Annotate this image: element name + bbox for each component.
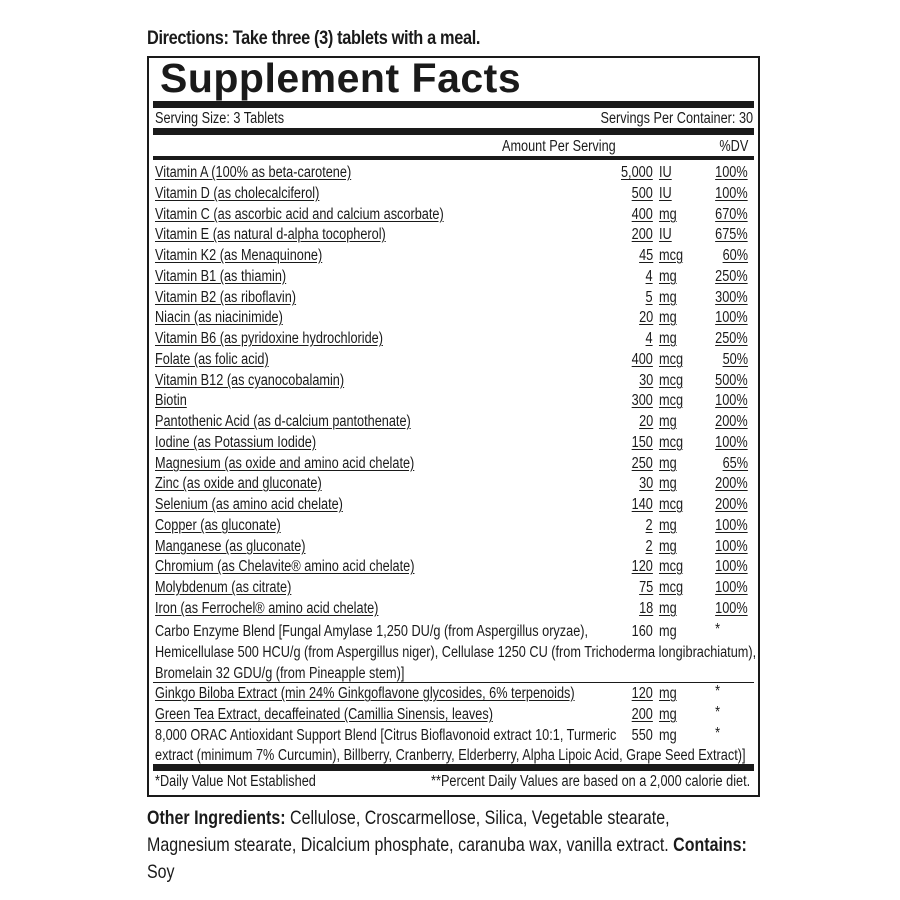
blend-amount: 550 xyxy=(631,727,653,744)
header-rule xyxy=(153,156,754,160)
nutrient-name: Niacin (as niacinimide) xyxy=(155,309,283,326)
nutrient-name: Vitamin E (as natural d-alpha tocopherol) xyxy=(155,226,386,243)
nutrient-unit: mg xyxy=(659,206,677,223)
blend-unit: mg xyxy=(659,727,677,744)
nutrient-amount: 20 xyxy=(638,309,653,326)
other-ingredients-text: Cellulose, Croscarmellose, Silica, Vegetable stearate, Magnesium stearate, Dicalcium phosphate, caranuba wax, vanilla extract. xyxy=(147,807,674,856)
nutrient-amount: 300 xyxy=(631,392,653,409)
nutrient-unit: mg xyxy=(659,475,677,492)
blend-dv: * xyxy=(715,725,720,742)
other-ingredients-label: Other Ingredients: xyxy=(147,807,286,829)
nutrient-dv: 100% xyxy=(715,309,748,326)
label-title: Supplement Facts xyxy=(160,55,522,101)
nutrient-dv: 50% xyxy=(722,351,748,368)
nutrient-amount: 150 xyxy=(631,434,653,451)
footnote-percent-dv: **Percent Daily Values are based on a 2,000 calorie diet. xyxy=(430,773,750,790)
nutrient-amount: 30 xyxy=(638,475,653,492)
nutrient-name: Iron (as Ferrochel® amino acid chelate) xyxy=(155,600,379,617)
nutrient-dv: 200% xyxy=(715,475,748,492)
footnote-daily-value: *Daily Value Not Established xyxy=(155,773,316,790)
nutrient-dv: 60% xyxy=(722,247,748,264)
contains-text: Soy xyxy=(147,861,175,883)
nutrient-name: Biotin xyxy=(155,392,187,409)
footnote-rule xyxy=(153,764,754,771)
nutrient-dv: 100% xyxy=(715,164,748,181)
nutrient-amount: 30 xyxy=(638,372,653,389)
nutrient-unit: mg xyxy=(659,455,677,472)
nutrient-dv: 200% xyxy=(715,496,748,513)
nutrient-amount: 4 xyxy=(645,268,653,285)
contains-label: Contains: xyxy=(673,834,747,856)
nutrient-amount: 45 xyxy=(638,247,653,264)
nutrient-unit: mcg xyxy=(659,558,684,575)
nutrient-amount: 75 xyxy=(638,579,653,596)
nutrient-amount: 2 xyxy=(645,538,653,555)
nutrient-amount: 400 xyxy=(631,351,653,368)
dv-header: %DV xyxy=(719,138,748,155)
nutrient-unit: mcg xyxy=(659,579,684,596)
blend-unit: mg xyxy=(659,623,677,640)
nutrient-name: Vitamin B12 (as cyanocobalamin) xyxy=(155,372,345,389)
nutrient-name: Vitamin C (as ascorbic acid and calcium ascorbate) xyxy=(155,206,444,223)
serving-rule xyxy=(153,128,754,135)
nutrient-amount: 200 xyxy=(631,226,653,243)
blend-dv: * xyxy=(715,621,720,638)
nutrient-amount: 250 xyxy=(631,455,653,472)
title-rule xyxy=(153,101,754,108)
nutrient-name: Vitamin K2 (as Menaquinone) xyxy=(155,247,323,264)
nutrient-amount: 20 xyxy=(638,413,653,430)
nutrient-dv: 100% xyxy=(715,392,748,409)
nutrient-amount: 5 xyxy=(645,289,653,306)
nutrient-name: Vitamin B1 (as thiamin) xyxy=(155,268,287,285)
nutrient-amount: 400 xyxy=(631,206,653,223)
blend-line: Bromelain 32 GDU/g (from Pineapple stem)] xyxy=(155,665,405,682)
nutrient-dv: 200% xyxy=(715,413,748,430)
nutrient-unit: IU xyxy=(659,185,672,202)
nutrient-unit: mcg xyxy=(659,372,684,389)
nutrient-name: Chromium (as Chelavite® amino acid chelate) xyxy=(155,558,415,575)
nutrient-dv: 500% xyxy=(715,372,748,389)
nutrient-name: Manganese (as gluconate) xyxy=(155,538,306,555)
blend-line: extract (minimum 7% Curcumin), Billberry, Cranberry, Elderberry, Alpha Lipoic Acid, Grape Seed Extract)] xyxy=(155,747,746,764)
nutrient-unit: mcg xyxy=(659,434,684,451)
blend-amount: 160 xyxy=(631,623,653,640)
serving-size: Serving Size: 3 Tablets xyxy=(155,110,285,127)
nutrient-unit: mcg xyxy=(659,247,684,264)
nutrient-dv: 300% xyxy=(715,289,748,306)
nutrient-name: Magnesium (as oxide and amino acid chelate) xyxy=(155,455,415,472)
nutrient-amount: 5,000 xyxy=(621,164,653,181)
blend-line: Carbo Enzyme Blend [Fungal Amylase 1,250 DU/g (from Aspergillus oryzae), xyxy=(155,623,589,640)
blend-line: 8,000 ORAC Antioxidant Support Blend [Citrus Bioflavonoid extract 10:1, Turmeric xyxy=(155,727,617,744)
nutrient-unit: mcg xyxy=(659,496,684,513)
nutrient-dv: 100% xyxy=(715,558,748,575)
blend-unit: mg xyxy=(659,706,677,723)
nutrient-dv: 100% xyxy=(715,538,748,555)
nutrient-dv: 250% xyxy=(715,330,748,347)
nutrient-unit: mg xyxy=(659,600,677,617)
nutrient-dv: 100% xyxy=(715,434,748,451)
blend-line: Ginkgo Biloba Extract (min 24% Ginkgoflavone glycosides, 6% terpenoids) xyxy=(155,685,575,702)
nutrient-amount: 120 xyxy=(631,558,653,575)
nutrient-amount: 500 xyxy=(631,185,653,202)
nutrient-name: Pantothenic Acid (as d-calcium pantothenate) xyxy=(155,413,411,430)
nutrient-dv: 250% xyxy=(715,268,748,285)
nutrient-name: Zinc (as oxide and gluconate) xyxy=(155,475,322,492)
nutrient-name: Iodine (as Potassium Iodide) xyxy=(155,434,317,451)
directions-text: Directions: Take three (3) tablets with a meal. xyxy=(147,28,481,49)
nutrient-unit: mg xyxy=(659,309,677,326)
nutrient-name: Folate (as folic acid) xyxy=(155,351,269,368)
nutrient-unit: mg xyxy=(659,268,677,285)
nutrient-name: Selenium (as amino acid chelate) xyxy=(155,496,343,513)
nutrient-unit: mg xyxy=(659,289,677,306)
nutrient-dv: 100% xyxy=(715,600,748,617)
nutrient-unit: mg xyxy=(659,330,677,347)
nutrient-name: Vitamin D (as cholecalciferol) xyxy=(155,185,320,202)
nutrient-name: Vitamin A (100% as beta-carotene) xyxy=(155,164,352,181)
blend-dv: * xyxy=(715,683,720,700)
nutrient-unit: IU xyxy=(659,164,672,181)
nutrient-dv: 675% xyxy=(715,226,748,243)
nutrient-amount: 2 xyxy=(645,517,653,534)
nutrient-name: Copper (as gluconate) xyxy=(155,517,281,534)
nutrient-dv: 100% xyxy=(715,517,748,534)
nutrient-name: Vitamin B2 (as riboflavin) xyxy=(155,289,297,306)
servings-per-container: Servings Per Container: 30 xyxy=(600,110,753,127)
amount-header: Amount Per Serving xyxy=(502,138,616,155)
nutrient-unit: mg xyxy=(659,538,677,555)
nutrient-amount: 18 xyxy=(638,600,653,617)
nutrient-dv: 100% xyxy=(715,185,748,202)
nutrient-dv: 65% xyxy=(722,455,748,472)
nutrient-dv: 100% xyxy=(715,579,748,596)
blend-dv: * xyxy=(715,704,720,721)
other-ingredients xyxy=(147,805,754,886)
nutrient-dv: 670% xyxy=(715,206,748,223)
blend-amount: 120 xyxy=(631,685,653,702)
nutrient-unit: mcg xyxy=(659,392,684,409)
blend-line: Hemicellulase 500 HCU/g (from Aspergillus niger), Cellulase 1250 CU (from Trichoderma longibrachiatum), xyxy=(155,644,757,661)
nutrient-unit: mg xyxy=(659,413,677,430)
blend-unit: mg xyxy=(659,685,677,702)
nutrient-amount: 4 xyxy=(645,330,653,347)
nutrient-unit: IU xyxy=(659,226,672,243)
blend-line: Green Tea Extract, decaffeinated (Camillia Sinensis, leaves) xyxy=(155,706,493,723)
row-rule xyxy=(153,682,754,683)
nutrient-name: Molybdenum (as citrate) xyxy=(155,579,292,596)
nutrient-amount: 140 xyxy=(631,496,653,513)
blend-amount: 200 xyxy=(631,706,653,723)
nutrient-unit: mcg xyxy=(659,351,684,368)
nutrient-unit: mg xyxy=(659,517,677,534)
nutrient-name: Vitamin B6 (as pyridoxine hydrochloride) xyxy=(155,330,383,347)
